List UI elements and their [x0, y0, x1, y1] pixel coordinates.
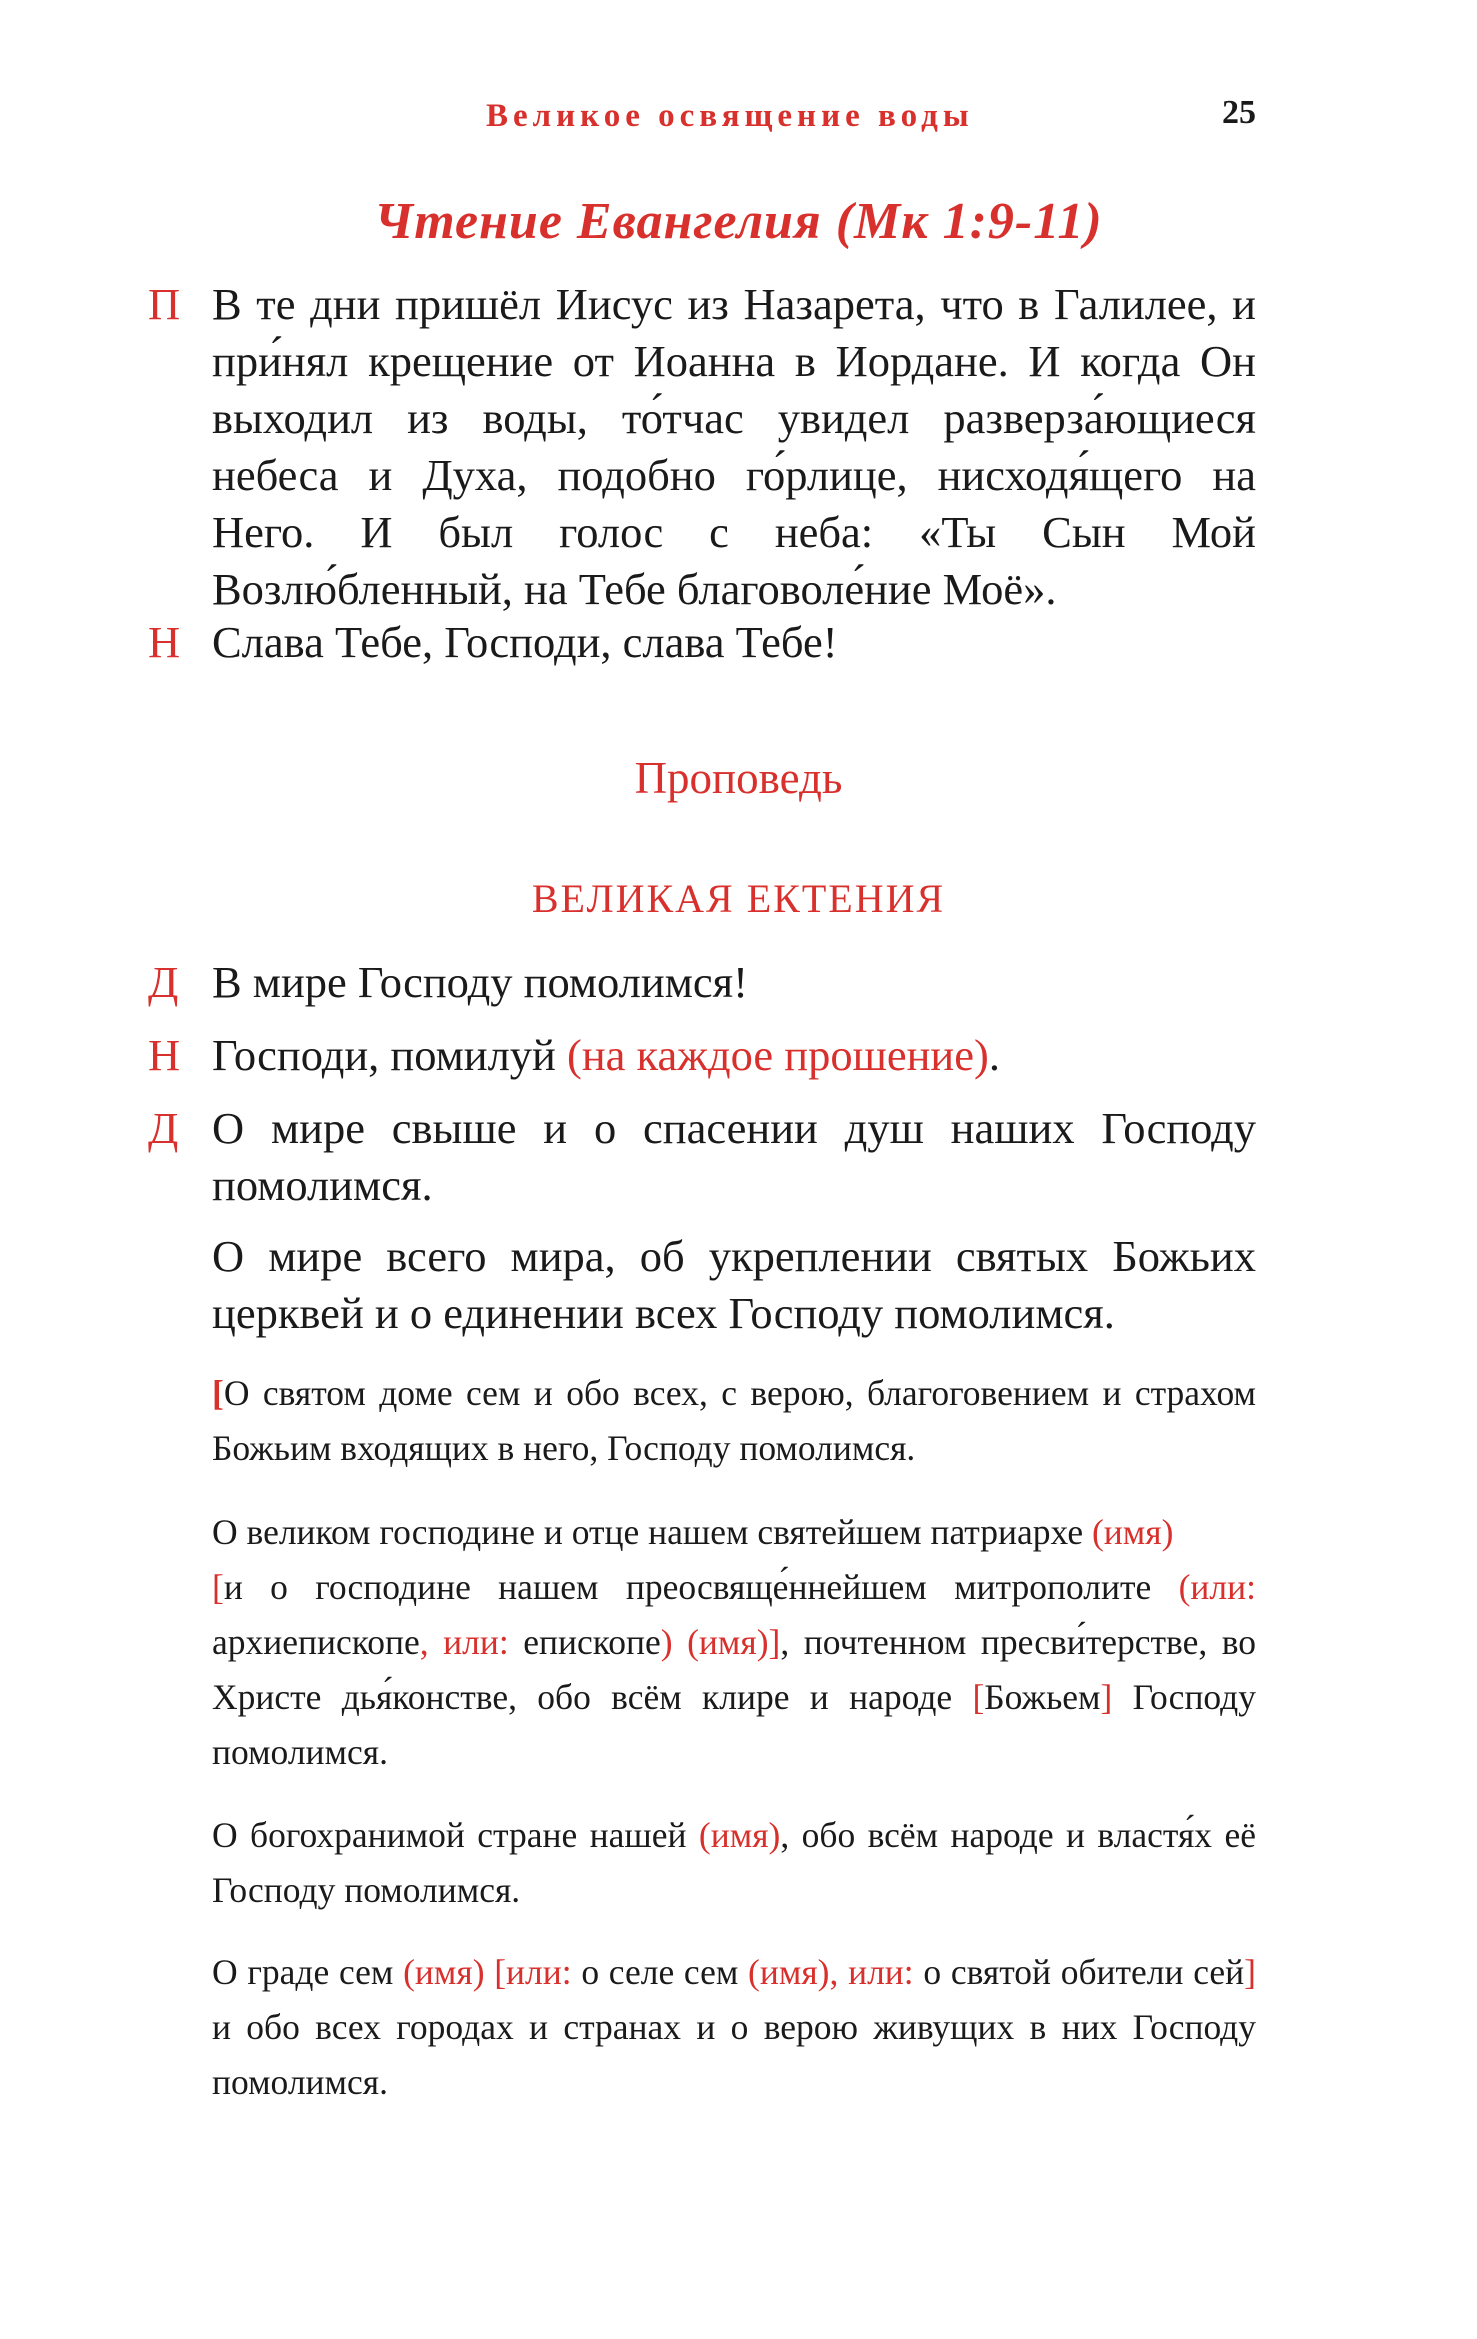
petition-6: [212, 1808, 1256, 1918]
sermon-heading: Проповедь: [634, 753, 843, 803]
petition-text: О мире всего мира, об укреплении святых Божьих церквей и о единении всех Господу помолимся.: [212, 1231, 1256, 1338]
text-run: О граде сем: [212, 1952, 404, 1992]
petition-3: [212, 1228, 1256, 1342]
text-run: епископе: [508, 1622, 661, 1662]
role-marker-deacon: Д: [148, 1103, 179, 1153]
rubric-note: (на каждое прошение): [567, 1030, 989, 1080]
deacon-petition-2: [148, 1100, 1256, 1214]
rubric-or: (или:: [1178, 1567, 1256, 1607]
petition-4: [212, 1366, 1256, 1476]
response-end: .: [988, 1030, 1000, 1080]
text-run: и обо всех городах и странах и о верою живущих в них Господу помолимся.: [212, 2007, 1256, 2102]
petition-5: [212, 1505, 1256, 1780]
bracket: ]: [1244, 1952, 1256, 1992]
response-glory: [148, 614, 1256, 671]
bracket: [: [212, 1567, 224, 1607]
role-marker-priest: П: [148, 279, 181, 329]
rubric-close: ): [660, 1622, 673, 1662]
gospel-paragraph: [148, 276, 1256, 618]
bracket: ]: [1100, 1677, 1113, 1717]
rubric-name: (имя), или:: [748, 1952, 914, 1992]
gospel-text: В те дни пришёл Иисус из Назарета, что в Галилее, и при́нял крещение от Иоанна в Иордане. И когда Он выходил из воды, то́тчас увидел разверза́ющиеся небеса и Духа, подобно го́рлице, нисходя́щего на Него. И был голос с неба: «Ты Сын Мой Возлю́бленный, на Тебе благоволе́ние Моё».: [212, 279, 1256, 614]
deacon-petition-1: [148, 954, 1256, 1011]
gospel-reading-title: Чтение Евангелия (Мк 1:9-11): [374, 193, 1103, 250]
petition-text: О мире свыше и о спасении душ наших Господу помолимся.: [212, 1103, 1256, 1210]
text-run: о селе сем: [571, 1952, 749, 1992]
rubric-name: (имя): [403, 1952, 485, 1992]
bracket-open: [: [212, 1373, 224, 1413]
text-run: О богохранимой стране нашей: [212, 1815, 699, 1855]
bracket: [: [972, 1677, 985, 1717]
page-number: 25: [1222, 94, 1256, 131]
people-response: [148, 1027, 1256, 1084]
role-marker-people: Н: [148, 617, 181, 667]
text-run: Божьем: [984, 1677, 1101, 1717]
text-run: Господу помолимся.: [212, 1677, 1256, 1772]
role-marker-people: Н: [148, 1030, 181, 1080]
petition-7: [212, 1945, 1256, 2110]
text-run: архиепископе: [212, 1622, 420, 1662]
role-marker-deacon: Д: [148, 957, 179, 1007]
text-run: , обо всём народе и властя́х её Господу помолимся.: [212, 1815, 1256, 1910]
rubric-or: , или:: [419, 1622, 509, 1662]
rubric-or: [или:: [484, 1952, 572, 1992]
rubric-name: (имя): [698, 1815, 781, 1855]
litany-heading: ВЕЛИКАЯ ЕКТЕНИЯ: [531, 876, 946, 921]
page-header: [486, 94, 1256, 148]
rubric-name: (имя)]: [672, 1622, 781, 1662]
text-run: , почтенном пресви́терстве, во Христе дья́констве, обо всём клире и народе: [212, 1622, 1257, 1717]
response-text: Господи, помилуй: [212, 1030, 568, 1080]
rubric-name: (имя): [1091, 1512, 1174, 1552]
running-title: Великое освящение воды: [486, 98, 974, 134]
text-run: и о господине нашем преосвяще́ннейшем митрополите: [223, 1567, 1179, 1607]
petition-text: О святом доме сем и обо всех, с верою, благоговением и страхом Божьим входящих в него, Господу помолимся.: [212, 1373, 1256, 1468]
response-glory-text: Слава Тебе, Господи, слава Тебе!: [212, 617, 838, 667]
text-run: О великом господине и отце нашем святейшем патриархе: [212, 1512, 1092, 1552]
petition-text: В мире Господу помолимся!: [212, 957, 748, 1007]
text-run: о святой обители сей: [913, 1952, 1245, 1992]
